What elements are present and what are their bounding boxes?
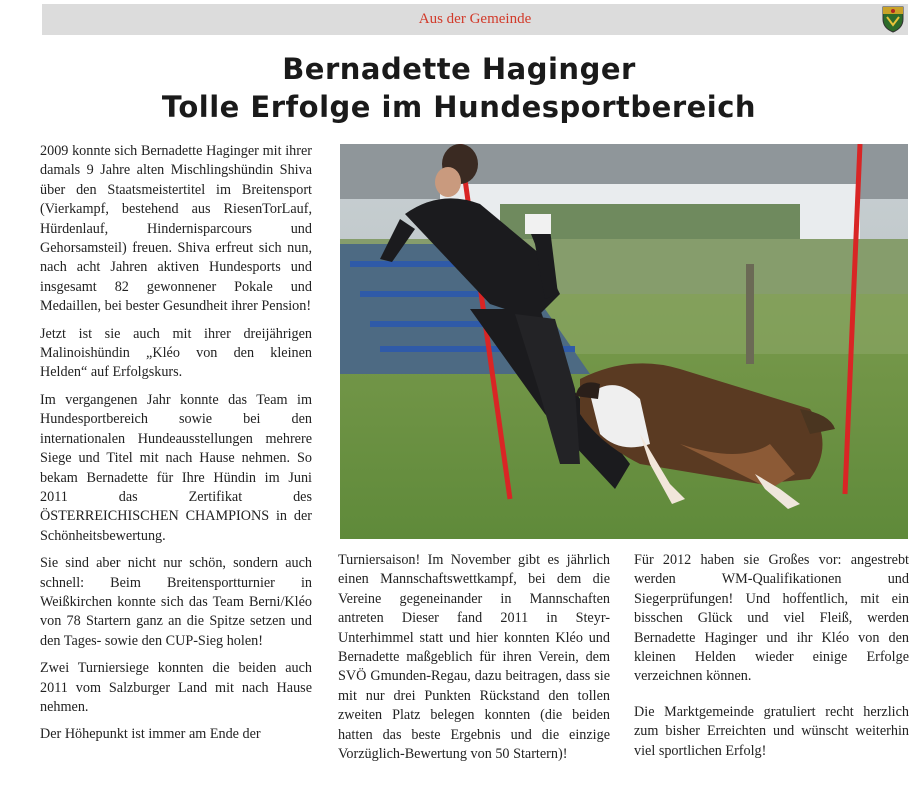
paragraph: Zwei Turniersiege konnten die beiden auch 2011 vom Salzburger Land mit nach Hause nehmen. bbox=[40, 660, 312, 715]
agility-photo-illustration bbox=[340, 144, 908, 539]
paragraph: Jetzt ist sie auch mit ihrer dreijährigen Malinoishündin „Kléo von den kleinen Helden“ auf Erfolgskurs. bbox=[40, 325, 312, 381]
paragraph: Sie sind aber nicht nur schön, sondern auch schnell: Beim Breitensportturnier in Weißkirchen konnte sich das Team Berni/Kléo von 78 Startern ganz an die Spitze setzen und den Tages- sowie den CUP-Sieg holen! bbox=[40, 555, 312, 649]
text-column-1 bbox=[40, 142, 312, 753]
paragraph: Die Marktgemeinde gratuliert recht herzlich zum bisher Erreichten und wünscht weiterhin viel sportlichen Erfolg! bbox=[634, 703, 909, 759]
section-header-bar bbox=[42, 4, 908, 35]
paragraph: Für 2012 haben sie Großes vor: angestrebt werden WM-Qualifikationen und Siegerprüfungen! Und hoffentlich, mit ein bisschen Glück und viel Fleiß, werden Bernadette Haginger und ihr Kléo von den kleinen Helden wieder einige Erfolge verzeichnen können. bbox=[634, 552, 909, 685]
section-title: Aus der Gemeinde bbox=[418, 11, 532, 27]
paragraph: 2009 konnte sich Bernadette Haginger mit ihrer damals 9 Jahre alten Mischlingshündin Shiva über den Staatsmeistertitel im Breitensport (Vierkampf, bestehend aus RiesenTorLauf, Hürdenlauf, Hindernisparcours und Gehorsamsteil) freuen. Shiva erfreut sich nun, nach acht Jahren aktiven Hundesports und insgesamt 82 gewonnener Pokale und Medaillen, bei bester Gesundheit ihrer Pension! bbox=[40, 143, 312, 315]
municipal-crest-icon bbox=[881, 5, 905, 33]
article-title-line1: Bernadette Haginger bbox=[282, 52, 636, 86]
paragraph: Der Höhepunkt ist immer am Ende der bbox=[40, 726, 261, 743]
text-column-2 bbox=[338, 551, 610, 772]
article-title-line2: Tolle Erfolge im Hundesportbereich bbox=[161, 90, 757, 124]
text-column-3 bbox=[634, 551, 909, 769]
paragraph: Im vergangenen Jahr konnte das Team im Hundesportbereich sowie bei den internationalen Hundeausstellungen mehrere Siege und Titel mit nach Hause nehmen. So bekam Bernadette für Ihre Hündin im Juni 2011 das Zertifikat des ÖSTERREICHISCHEN CHAMPIONS in der Schönheitsbewertung. bbox=[40, 391, 312, 544]
article-photo bbox=[340, 144, 908, 539]
paragraph: Turniersaison! Im November gibt es jährlich einen Mannschaftswettkampf, bei dem die Vereine gegeneinander in Mannschaften antreten Dieser fand 2011 in Steyr-Unterhimmel statt und hier konnten Kléo und Bernadette maßgeblich für ihren Verein, dem SVÖ Gmunden-Regau, dazu beitragen, dass sie mit nur drei Punkten Rückstand den tollen zweiten Platz belegen konnten (die beiden hatten das beste Ergebnis und die einzige Vorzüglich-Bewertung von 50 Startern)! bbox=[338, 552, 610, 763]
